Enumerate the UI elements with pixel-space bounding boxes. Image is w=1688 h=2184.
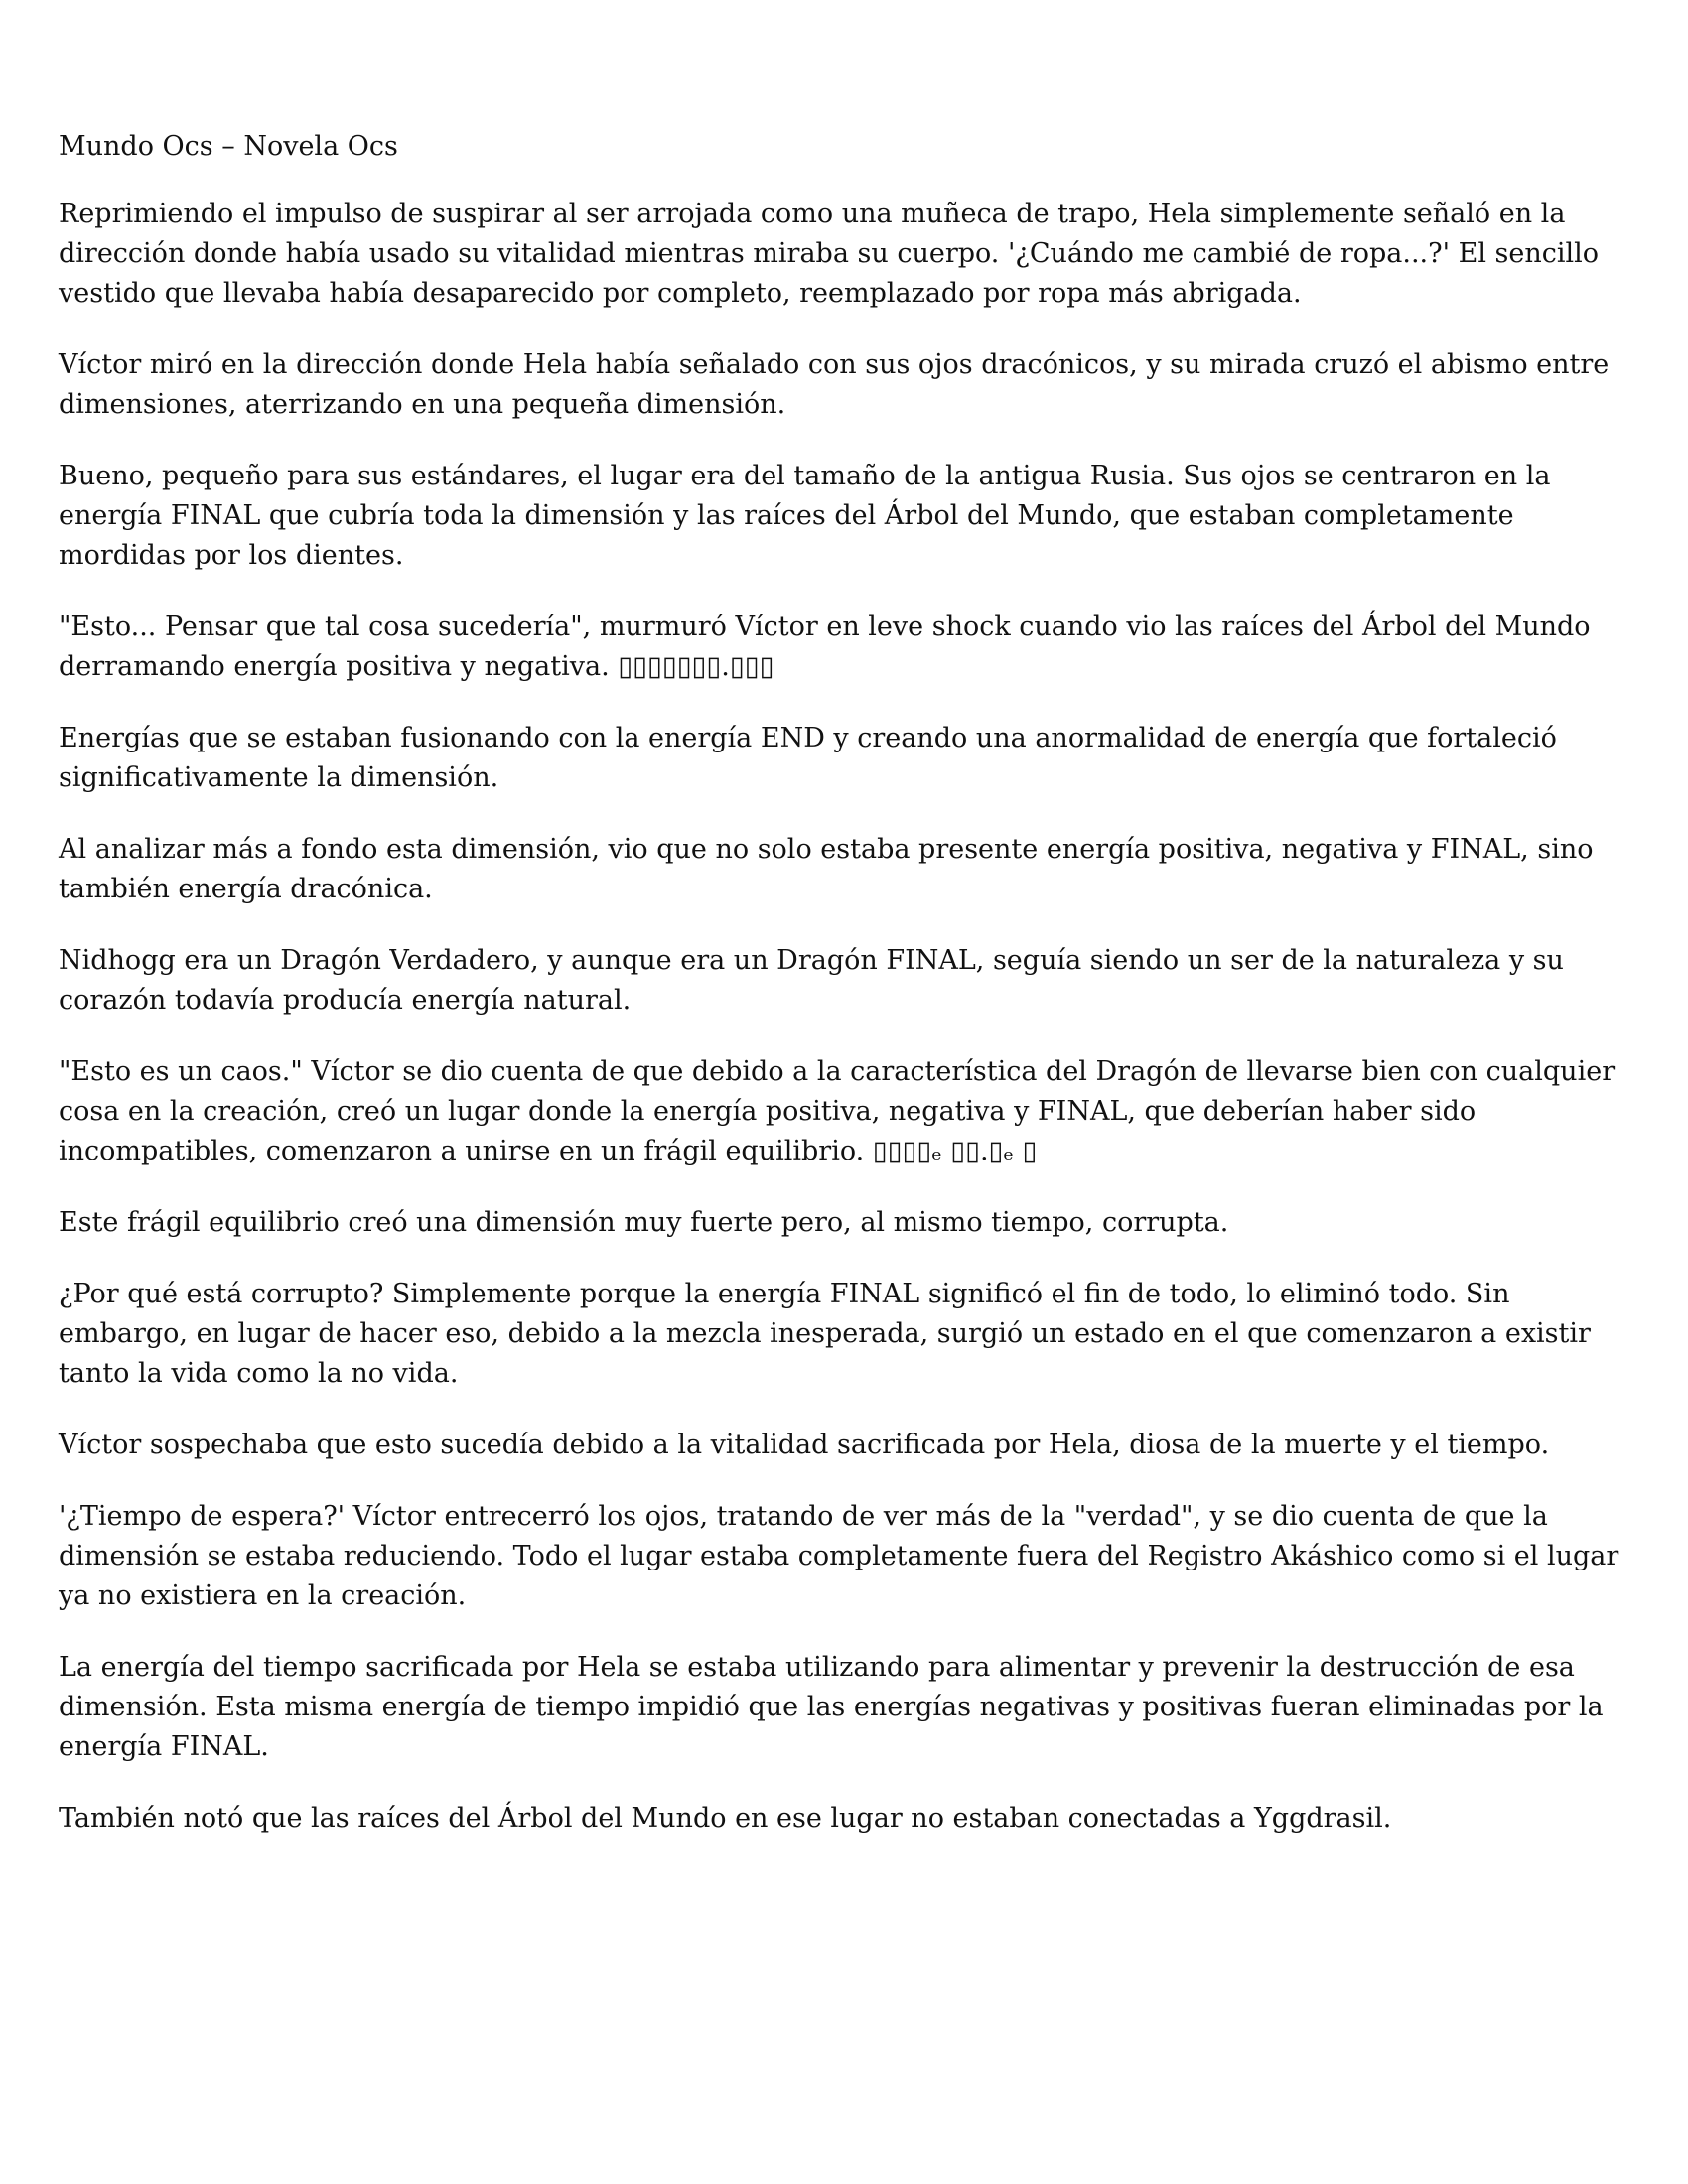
paragraph-11: Víctor sospechaba que esto sucedía debido a la vitalidad sacrificada por Hela, diosa de la muerte y el tiempo. — [59, 1430, 1550, 1460]
paragraph-8: "Esto es un caos." Víctor se dio cuenta de que debido a la característica del Dragón de llevarse bien con cualquier cosa en la creación, creó un lugar donde la energía positiva, negativa y FINAL, que deberían haber sido incompatibles, comenzaron a unirse en un frágil equilibrio. ▯▯▯▯ₑ ▯▯.▯ₑ ▯ — [59, 1056, 1616, 1166]
paragraph-9: Este frágil equilibrio creó una dimensión muy fuerte pero, al mismo tiempo, corrupta. — [59, 1207, 1229, 1238]
paragraph-2: Víctor miró en la dirección donde Hela había señalado con sus ojos dracónicos, y su mirada cruzó el abismo entre dimensiones, aterrizando en una pequeña dimensión. — [59, 349, 1610, 420]
paragraph-12: '¿Tiempo de espera?' Víctor entrecerró los ojos, tratando de ver más de la "verdad", y se dio cuenta de que la dimensión se estaba reduciendo. Todo el lugar estaba completamente fuera del Registro Akáshico como si el lugar ya no existiera en la creación. — [59, 1501, 1619, 1611]
paragraph-14: También notó que las raíces del Árbol del Mundo en ese lugar no estaban conectadas a Yggdrasil. — [59, 1803, 1392, 1834]
paragraph-3: Bueno, pequeño para sus estándares, el lugar era del tamaño de la antigua Rusia. Sus ojos se centraron en la energía FINAL que cubría toda la dimensión y las raíces del Árbol del Mundo, que estaban completamente mordidas por los dientes. — [59, 461, 1551, 571]
paragraph-13: La energía del tiempo sacrificada por Hela se estaba utilizando para alimentar y prevenir la destrucción de esa dimensión. Esta misma energía de tiempo impidió que las energías negativas y positivas fueran eliminadas por la energía FINAL. — [59, 1652, 1604, 1762]
paragraph-6: Al analizar más a fondo esta dimensión, vio que no solo estaba presente energía positiva, negativa y FINAL, sino también energía dracónica. — [59, 834, 1594, 904]
document-page — [59, 127, 1647, 1870]
paragraph-7: Nidhogg era un Dragón Verdadero, y aunque era un Dragón FINAL, seguía siendo un ser de la naturaleza y su corazón todavía producía energía natural. — [59, 945, 1564, 1016]
document-header: Mundo Ocs – Novela Ocs — [59, 131, 398, 162]
paragraph-4: "Esto... Pensar que tal cosa sucedería", murmuró Víctor en leve shock cuando vio las raíces del Árbol del Mundo derramando energía positiva y negativa. ▯▯▯▯▯▯▯.▯▯▯ — [59, 612, 1591, 682]
paragraph-1: Reprimiendo el impulso de suspirar al ser arrojada como una muñeca de trapo, Hela simplemente señaló en la dirección donde había usado su vitalidad mientras miraba su cuerpo. '¿Cuándo me cambié de ropa...?' El sencillo vestido que llevaba había desaparecido por completo, reemplazado por ropa más abrigada. — [59, 199, 1600, 309]
paragraph-5: Energías que se estaban fusionando con la energía END y creando una anormalidad de energía que fortaleció significativamente la dimensión. — [59, 723, 1557, 793]
paragraph-10: ¿Por qué está corrupto? Simplemente porque la energía FINAL significó el fin de todo, lo eliminó todo. Sin embargo, en lugar de hacer eso, debido a la mezcla inesperada, surgió un estado en el que comenzaron a existir tanto la vida como la no vida. — [59, 1279, 1591, 1389]
